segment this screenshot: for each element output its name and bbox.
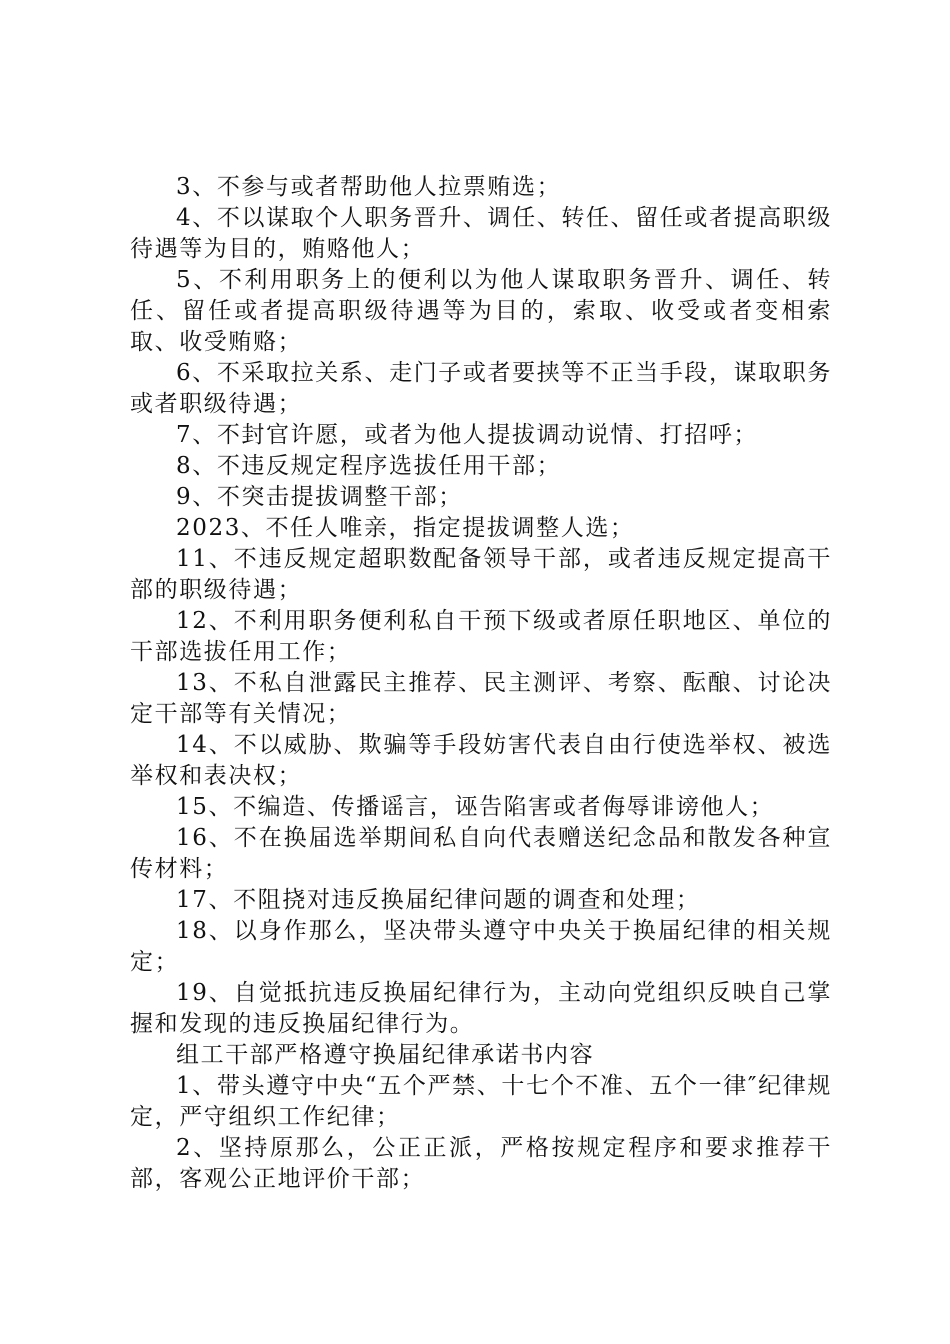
pledge-item-2: 2、坚持原那么，公正正派，严格按规定程序和要求推荐干部，客观公正地评价干部； <box>130 1135 832 1192</box>
paragraph-item-12: 12、不利用职务便利私自干预下级或者原任职地区、单位的干部选拔任用工作； <box>130 608 832 665</box>
paragraph-item-9: 9、不突击提拔调整干部； <box>176 484 463 510</box>
paragraph-item-10: 2023、不任人唯亲，指定提拔调整人选； <box>176 515 635 541</box>
paragraph-item-5: 5、不利用职务上的便利以为他人谋取职务晋升、调任、转任、留任或者提高职级待遇等为目的，索取、收受或者变相索取、收受贿赂； <box>130 267 832 355</box>
paragraph-item-3: 3、不参与或者帮助他人拉票贿选； <box>176 174 562 200</box>
paragraph-item-16: 16、不在换届选举期间私自向代表赠送纪念品和散发各种宣传材料； <box>130 825 832 882</box>
paragraph-item-14: 14、不以威胁、欺骗等手段妨害代表自由行使选举权、被选举权和表决权； <box>130 732 832 789</box>
paragraph-item-6: 6、不采取拉关系、走门子或者要挟等不正当手段，谋取职务或者职级待遇； <box>130 360 832 417</box>
section-heading: 组工干部严格遵守换届纪律承诺书内容 <box>176 1042 595 1068</box>
paragraph-item-18: 18、以身作那么，坚决带头遵守中央关于换届纪律的相关规定； <box>130 918 832 975</box>
pledge-item-1: 1、带头遵守中央“五个严禁、十七个不准、五个一律″纪律规定，严守组织工作纪律； <box>130 1073 832 1130</box>
paragraph-item-7: 7、不封官许愿，或者为他人提拔调动说情、打招呼； <box>176 422 759 448</box>
paragraph-item-13: 13、不私自泄露民主推荐、民主测评、考察、酝酿、讨论决定干部等有关情况； <box>130 670 832 727</box>
paragraph-item-19: 19、自觉抵抗违反换届纪律行为，主动向党组织反映自己掌握和发现的违反换届纪律行为。 <box>130 980 832 1037</box>
document-body <box>130 172 832 1195</box>
paragraph-item-11: 11、不违反规定超职数配备领导干部，或者违反规定提高干部的职级待遇； <box>130 546 832 603</box>
paragraph-item-15: 15、不编造、传播谣言，诬告陷害或者侮辱诽谤他人； <box>176 794 775 820</box>
paragraph-item-8: 8、不违反规定程序选拔任用干部； <box>176 453 562 479</box>
paragraph-item-4: 4、不以谋取个人职务晋升、调任、转任、留任或者提高职级待遇等为目的，贿赂他人； <box>130 205 832 262</box>
paragraph-item-17: 17、不阻挠对违反换届纪律问题的调查和处理； <box>176 887 701 913</box>
